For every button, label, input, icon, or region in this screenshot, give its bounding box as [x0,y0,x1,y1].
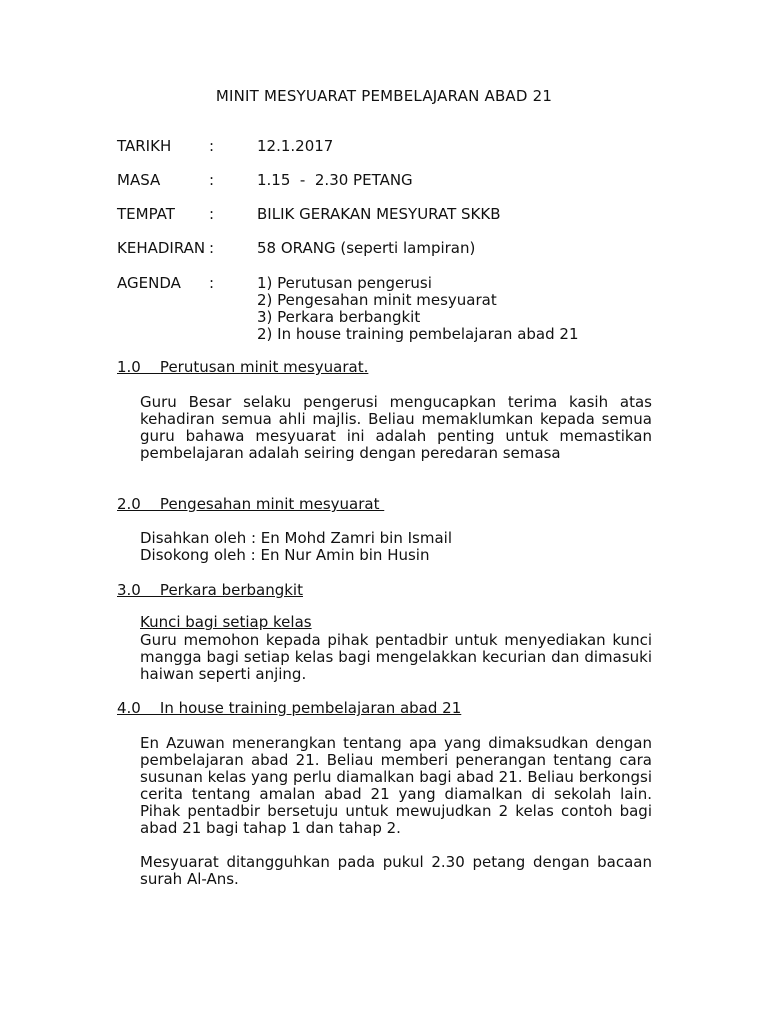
kehadiran-colon: : [209,239,215,257]
masa-label: MASA [117,171,161,189]
kehadiran-value: 58 ORANG (seperti lampiran) [257,239,476,257]
kehadiran-label: KEHADIRAN [117,239,206,257]
section-3-body: Guru memohon kepada pihak pentadbir untuk menyediakan kunci mangga bagi setiap kelas bagi mengelakkan kecurian dan dimasuki haiwan seperti anjing. [140,631,652,683]
section-3-heading: 3.0 Perkara berbangkit [117,581,303,599]
agenda-item: 1) Perutusan pengerusi [257,274,432,292]
disahkan-line: Disahkan oleh : En Mohd Zamri bin Ismail [140,529,452,547]
section-1-heading: 1.0 Perutusan minit mesyuarat. [117,358,369,376]
agenda-label: AGENDA [117,274,181,292]
masa-colon: : [209,171,215,189]
masa-value: 1.15 - 2.30 PETANG [257,171,413,189]
section-2-heading: 2.0 Pengesahan minit mesyuarat [117,495,385,513]
tempat-colon: : [209,205,215,223]
section-3-subheading: Kunci bagi setiap kelas [140,613,312,631]
tarikh-label: TARIKH [117,137,172,155]
document-title: MINIT MESYUARAT PEMBELAJARAN ABAD 21 [215,87,553,105]
agenda-item: 3) Perkara berbangkit [257,308,421,326]
agenda-item: 2) Pengesahan minit mesyuarat [257,291,497,309]
section-4-body: En Azuwan menerangkan tentang apa yang dimaksudkan dengan pembelajaran abad 21. Beliau memberi penerangan tentang cara susunan kelas yang perlu diamalkan bagi abad 21. Beliau berkongsi cerita tentang amalan abad 21 yang diamalkan di sekolah lain. Pihak pentadbir bersetuju untuk mewujudkan 2 kelas contoh bagi abad 21 bagi tahap 1 dan tahap 2. [140,734,652,837]
closing-paragraph: Mesyuarat ditangguhkan pada pukul 2.30 petang dengan bacaan surah Al-Ans. [140,853,652,888]
agenda-list [257,275,579,343]
tempat-label: TEMPAT [117,205,175,223]
disokong-line: Disokong oleh : En Nur Amin bin Husin [140,546,430,564]
agenda-colon: : [209,274,215,292]
tarikh-colon: : [209,137,215,155]
tarikh-value: 12.1.2017 [257,137,334,155]
section-1-body: Guru Besar selaku pengerusi mengucapkan terima kasih atas kehadiran semua ahli majlis. Beliau memaklumkan kepada semua guru bahawa mesyuarat ini adalah penting untuk memastikan pembelajaran adalah seiring dengan peredaran semasa [140,393,652,462]
section-4-heading: 4.0 In house training pembelajaran abad 21 [117,699,462,717]
tempat-value: BILIK GERAKAN MESYURAT SKKB [257,205,501,223]
agenda-item: 2) In house training pembelajaran abad 21 [257,325,579,343]
